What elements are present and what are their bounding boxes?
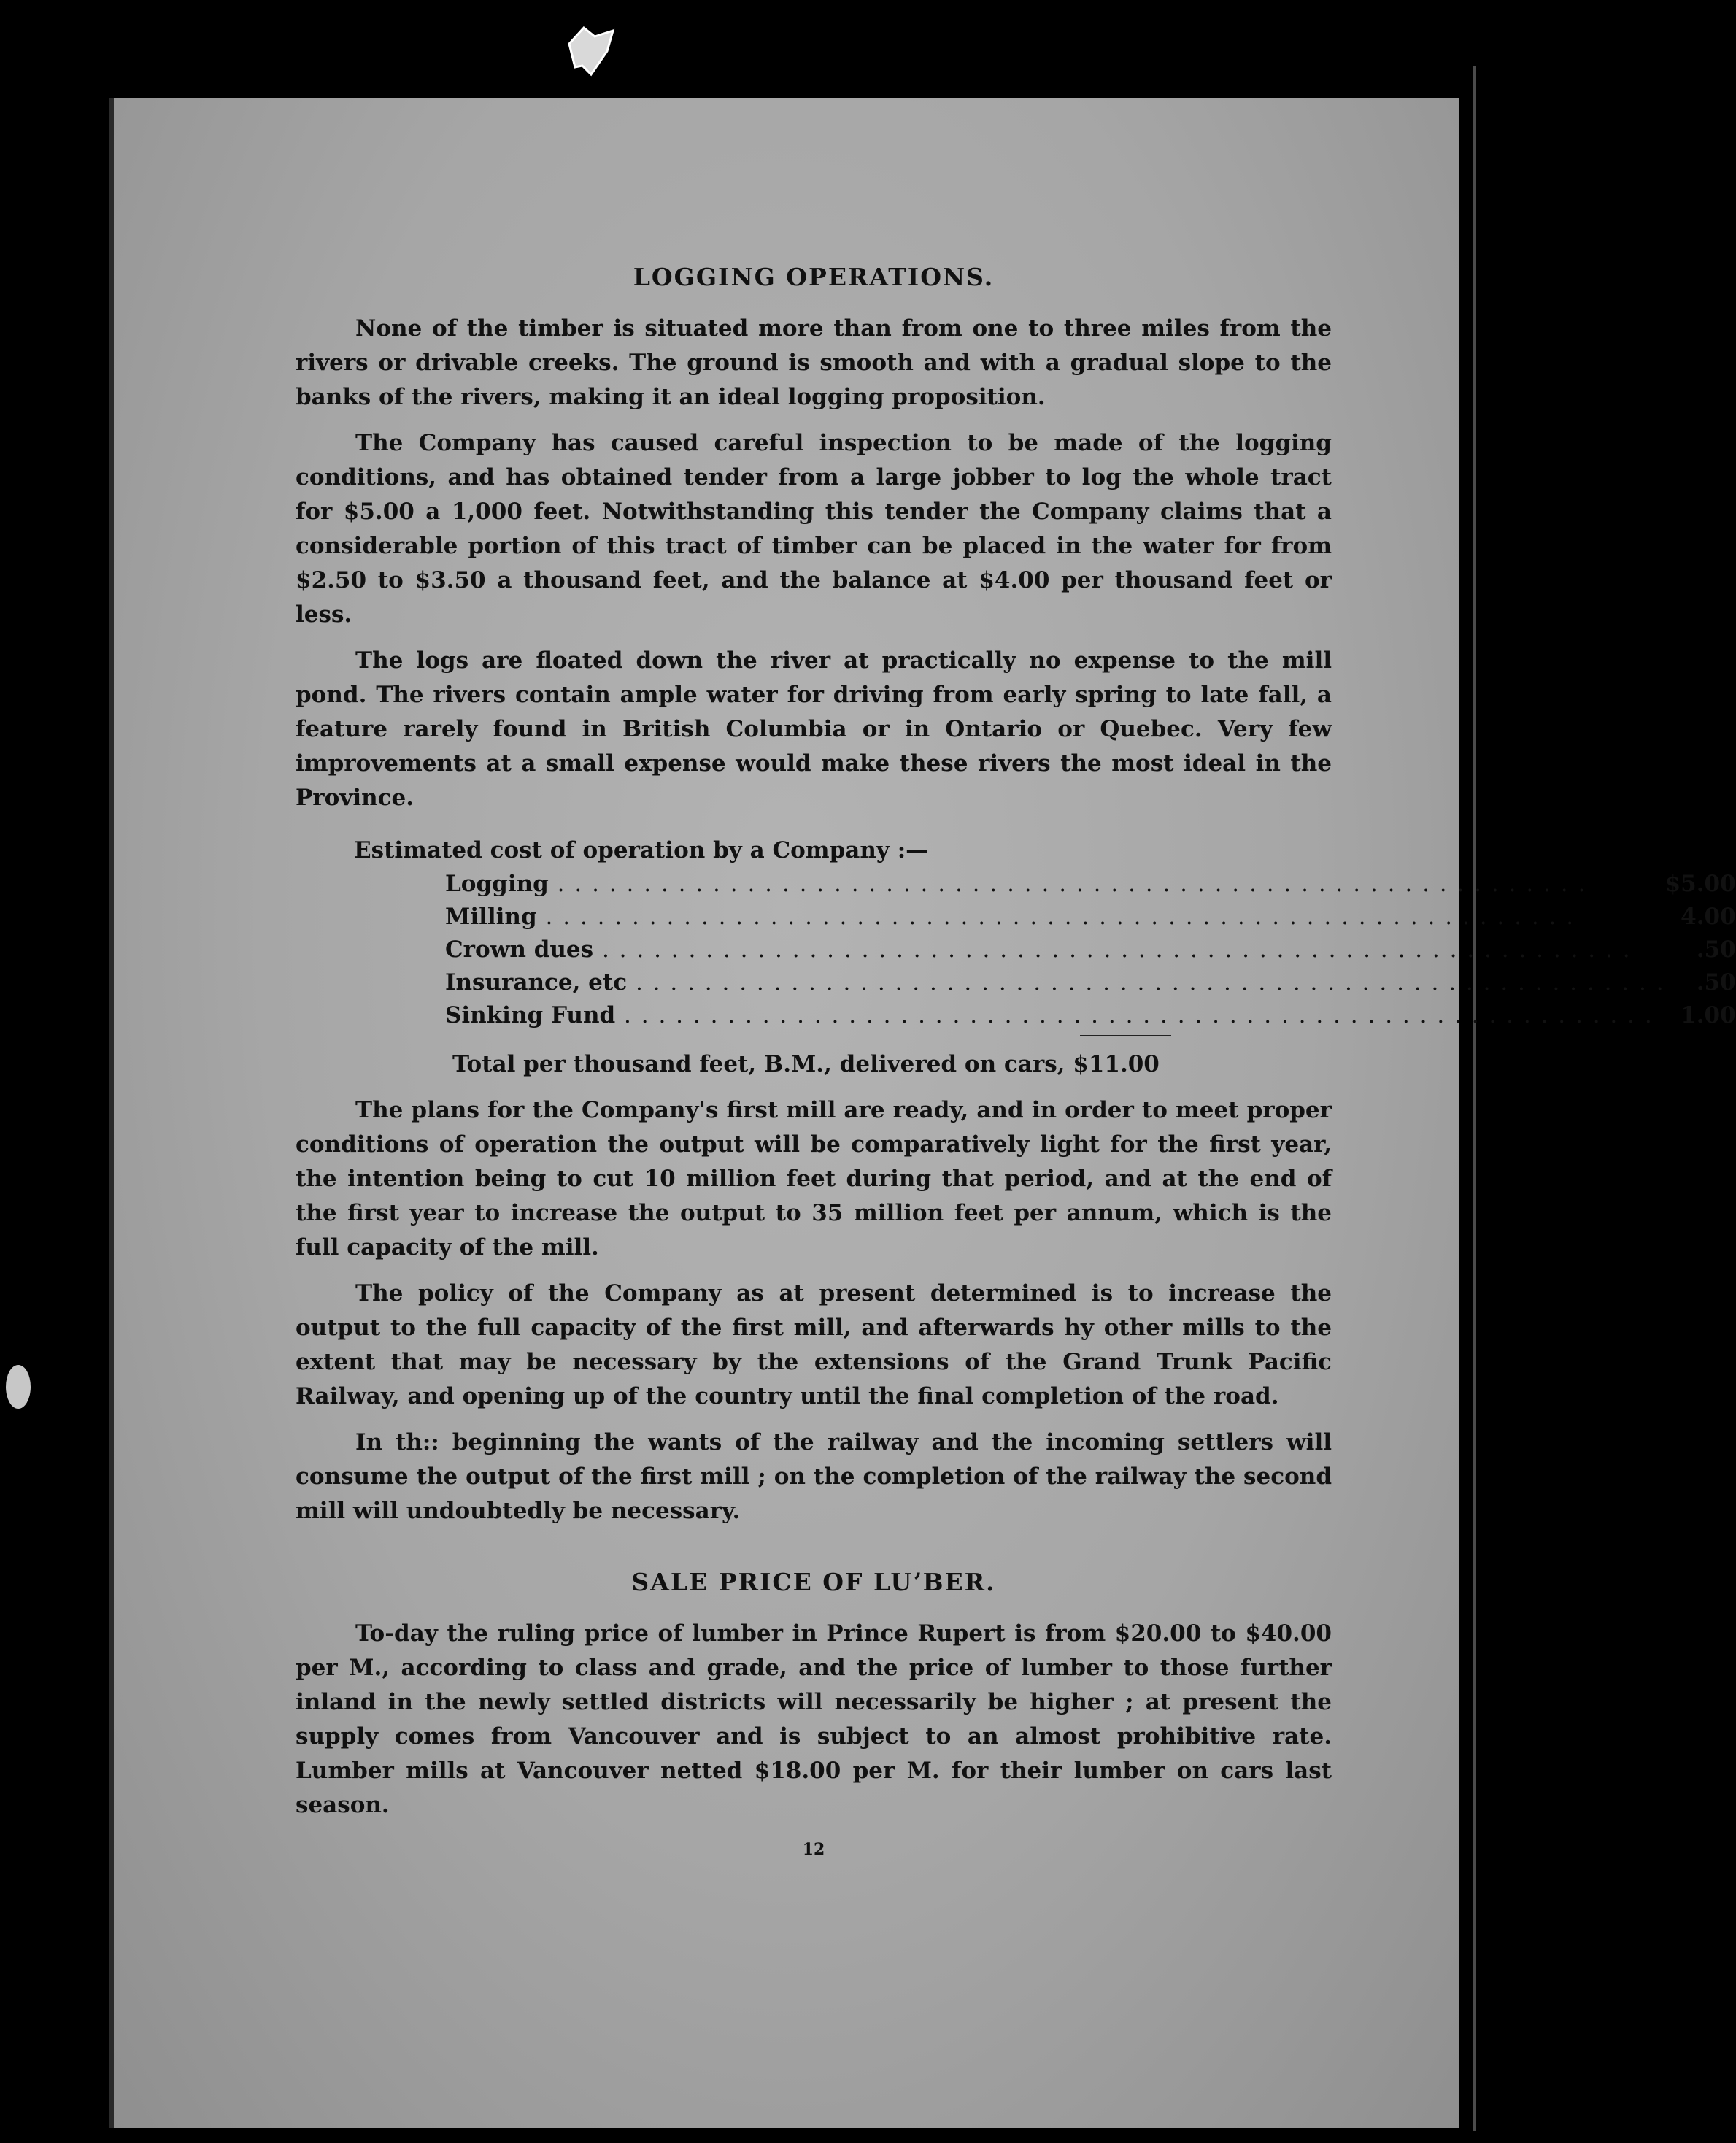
cost-row	[445, 999, 1736, 1032]
cost-label: Crown dues . . .	[445, 934, 1665, 966]
left-edge-blot	[6, 1365, 31, 1409]
cost-value: .50	[1696, 969, 1736, 996]
paragraph-mill-1: The plans for the Company's first mill are ready, and in order to meet proper conditions of operation the output will be comparatively light for the first year, the intention being to cut 10 million feet during that period, and at the end of the first year to increase the output to 35 million feet per annum, which is the full capacity of the mill.	[296, 1097, 1332, 1261]
torn-corner-mark	[562, 22, 620, 80]
adjacent-page-edge	[1473, 66, 1476, 2131]
paragraph-logging-1: None of the timber is situated more than from one to three miles from the rivers or drivable creeks. The ground is smooth and with a gradual slope to the banks of the rivers, making it an ideal logging proposition.	[296, 315, 1332, 410]
section-gap	[296, 1540, 1332, 1568]
paragraph-mill-3: In th:: beginning the wants of the railway and the incoming settlers will consume the output of the first mill ; on the completion of the railway the second mill will undoubtedly be necessary.	[296, 1429, 1332, 1524]
page-number: 12	[802, 1840, 825, 1859]
sum-rule	[1080, 1035, 1171, 1036]
page-content	[296, 263, 1736, 1859]
cost-row	[445, 868, 1736, 901]
cost-label: Logging . . .	[445, 868, 1665, 901]
cost-value: 1.00	[1681, 1002, 1736, 1028]
cost-table	[445, 868, 1736, 1032]
cost-row	[445, 966, 1736, 999]
paragraph-logging-3: The logs are floated down the river at practically no expense to the mill pond. The rivers contain ample water for driving from early spring to late fall, a feature rarely found in British Columbia or in Ontario or Quebec. Very few improvements at a small expense would make these rivers the most ideal in the Province.	[296, 647, 1332, 811]
cost-label: Milling . . .	[445, 901, 1665, 934]
cost-value: 4.00	[1681, 904, 1736, 930]
cost-value: .50	[1696, 936, 1736, 963]
cost-row	[445, 901, 1736, 934]
heading-logging-operations: LOGGING OPERATIONS.	[633, 263, 995, 291]
cost-label: Sinking Fund . . .	[445, 999, 1665, 1032]
paragraph-sale: To-day the ruling price of lumber in Prince Rupert is from $20.00 to $40.00 per M., according to class and grade, and the price of lumber to those further inland in the newly settled districts will necessarily be higher ; at present the supply comes from Vancouver and is subject to an almost prohibitive rate. Lumber mills at Vancouver netted $18.00 per M. for their lumber on cars last season.	[296, 1620, 1332, 1818]
cost-intro: Estimated cost of operation by a Company :—	[354, 837, 929, 863]
paragraph-logging-2: The Company has caused careful inspection to be made of the logging conditions, and has obtained tender from a large jobber to log the whole tract for $5.00 a 1,000 feet. Notwithstanding this tender the Company claims that a considerable portion of this tract of timber can be placed in the water for from $2.50 to $3.50 a thousand feet, and the balance at $4.00 per thousand feet or less.	[296, 430, 1332, 628]
paragraph-mill-2: The policy of the Company as at present determined is to increase the output to the full capacity of the first mill, and afterwards hy other mills to the extent that may be necessary by the extensions of the Grand Trunk Pacific Railway, and opening up of the country until the final completion of the road.	[296, 1280, 1332, 1409]
cost-value: $5.00	[1664, 871, 1736, 897]
cost-row	[445, 934, 1736, 966]
heading-sale-price: SALE PRICE OF LUʼBER.	[631, 1568, 996, 1596]
cost-label: Insurance, etc . . .	[445, 966, 1665, 999]
cost-total: Total per thousand feet, B.M., delivered on cars, $11.00	[452, 1051, 1160, 1077]
